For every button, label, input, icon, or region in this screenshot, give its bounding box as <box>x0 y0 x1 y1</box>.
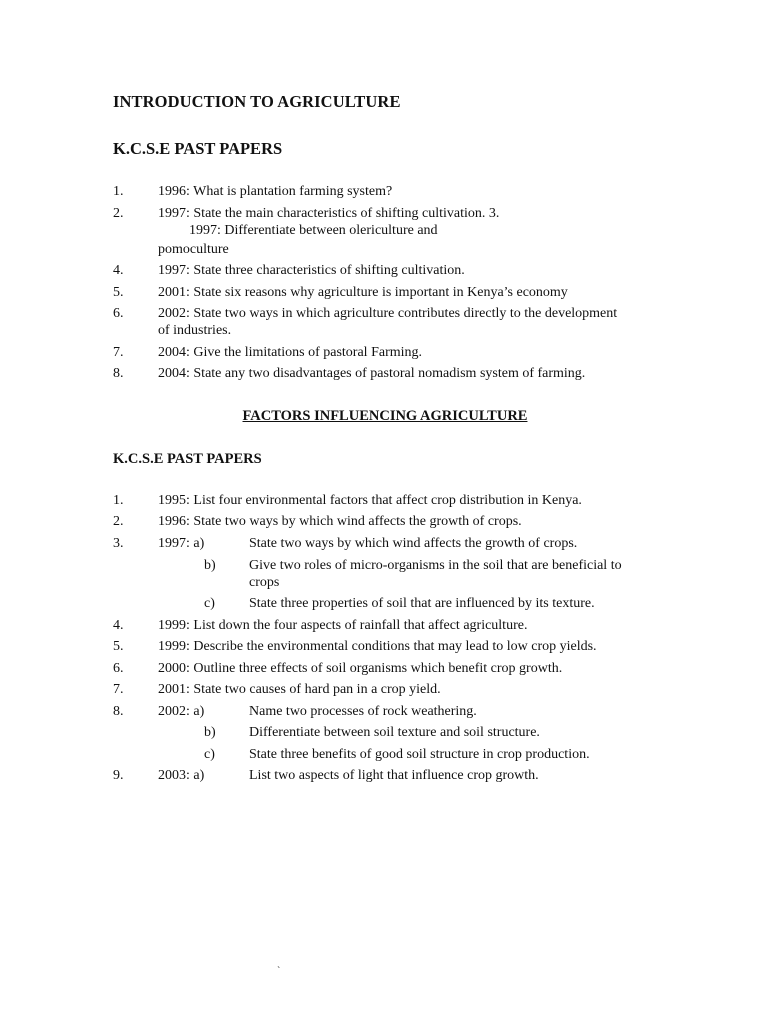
list-item-text: Name two processes of rock weathering. <box>249 704 477 719</box>
footer-mark: ` <box>277 966 281 977</box>
list-item-number: 4. <box>113 263 124 278</box>
list-item-text: 1999: List down the four aspects of rainfall that affect agriculture. <box>158 618 528 633</box>
section-title-factors: FACTORS INFLUENCING AGRICULTURE <box>242 408 528 424</box>
sub-item-label: b) <box>204 558 216 573</box>
list-item-text: pomoculture <box>158 242 229 257</box>
list-item-text: 2001: State six reasons why agriculture is important in Kenya’s economy <box>158 285 568 300</box>
list-item-number: 2. <box>113 206 124 221</box>
list-item-number: 4. <box>113 618 124 633</box>
list-item-prefix: 2002: a) <box>158 704 205 719</box>
section-subtitle-past-papers-2: K.C.S.E PAST PAPERS <box>113 451 262 467</box>
list-item-number: 1. <box>113 184 124 199</box>
list-item-text: 2000: Outline three effects of soil organisms which benefit crop growth. <box>158 661 563 676</box>
sub-item-label: c) <box>204 596 215 611</box>
list-item-text: 1999: Describe the environmental conditions that may lead to low crop yields. <box>158 639 597 654</box>
list-item-number: 6. <box>113 306 124 321</box>
list-item-text: 1996: State two ways by which wind affects the growth of crops. <box>158 514 522 529</box>
list-item-text: List two aspects of light that influence crop growth. <box>249 768 539 783</box>
list-item-number: 7. <box>113 682 124 697</box>
list-item-text: 2002: State two ways in which agriculture contributes directly to the development <box>158 306 618 321</box>
list-item-text: 2004: State any two disadvantages of pastoral nomadism system of farming. <box>158 366 586 381</box>
list-item-prefix: 2003: a) <box>158 768 205 783</box>
list-item-text: Differentiate between soil texture and soil structure. <box>249 725 540 740</box>
list-item-text: 1995: List four environmental factors that affect crop distribution in Kenya. <box>158 493 582 508</box>
list-item-number: 7. <box>113 345 124 360</box>
list-item-number: 5. <box>113 285 124 300</box>
list-item-number: 8. <box>113 366 124 381</box>
list-item-number: 2. <box>113 514 124 529</box>
list-item-text: State three benefits of good soil structure in crop production. <box>249 747 590 762</box>
list-item-number: 1. <box>113 493 124 508</box>
list-item-text: 1997: State the main characteristics of shifting cultivation. 3. <box>158 206 500 221</box>
list-item-number: 3. <box>113 536 124 551</box>
list-item-prefix: 1997: a) <box>158 536 205 551</box>
sub-item-label: c) <box>204 747 215 762</box>
list-item-text: 1996: What is plantation farming system? <box>158 184 393 199</box>
list-item-text: Give two roles of micro-organisms in the soil that are beneficial to <box>249 558 622 573</box>
list-item-number: 5. <box>113 639 124 654</box>
list-item-number: 9. <box>113 768 124 783</box>
list-item-number: 6. <box>113 661 124 676</box>
list-item-text: crops <box>249 575 280 590</box>
section-subtitle-past-papers: K.C.S.E PAST PAPERS <box>113 139 283 158</box>
list-item-number: 8. <box>113 704 124 719</box>
sub-item-label: b) <box>204 725 216 740</box>
list-item-text: State two ways by which wind affects the growth of crops. <box>249 536 578 551</box>
list-item-text: 1997: Differentiate between olericulture and <box>189 223 438 238</box>
list-item-text: 2001: State two causes of hard pan in a crop yield. <box>158 682 441 697</box>
list-item-text: 2004: Give the limitations of pastoral Farming. <box>158 345 423 360</box>
list-item-text: of industries. <box>158 323 232 338</box>
section-title-introduction: INTRODUCTION TO AGRICULTURE <box>113 92 401 111</box>
list-item-text: 1997: State three characteristics of shifting cultivation. <box>158 263 465 278</box>
list-item-text: State three properties of soil that are influenced by its texture. <box>249 596 595 611</box>
